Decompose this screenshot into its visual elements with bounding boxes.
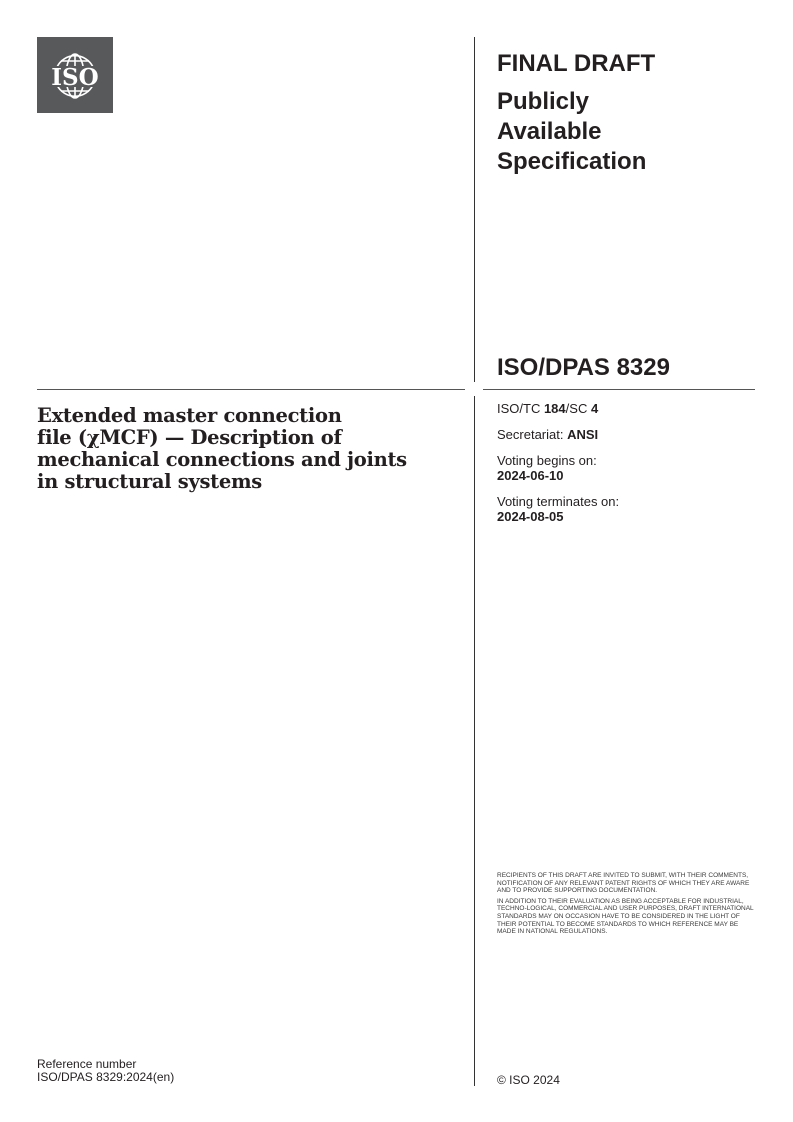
secretariat-label: Secretariat: (497, 427, 568, 442)
committee-sc-prefix: /SC (565, 401, 591, 416)
draft-notice (497, 872, 757, 939)
title-line: in structural systems (37, 470, 262, 493)
vertical-divider-bottom (474, 396, 475, 1086)
committee (497, 401, 619, 416)
committee-sc: 4 (590, 401, 599, 416)
reference-value: ISO/DPAS 8329:2024(en) (37, 1069, 175, 1084)
voting-begins-label: Voting begins on: (497, 453, 597, 468)
document-type-line: Publicly (497, 88, 590, 115)
voting-begins-date: 2024-06-10 (497, 468, 564, 483)
document-type-line: Available (497, 118, 602, 145)
voting-terminates-label: Voting terminates on: (497, 494, 620, 509)
reference-label: Reference number (37, 1057, 137, 1071)
iso-globe-icon (37, 37, 113, 113)
vertical-divider-top (474, 37, 475, 382)
horizontal-rule-right (483, 389, 755, 390)
title-line: file (χMCF) — Description of (37, 426, 342, 449)
committee-prefix: ISO/TC (497, 401, 544, 416)
horizontal-rule-left (37, 389, 465, 390)
iso-logo (37, 37, 113, 113)
title-line: Extended master connection (37, 404, 342, 427)
document-type-line: Specification (497, 148, 647, 175)
secretariat (497, 427, 619, 442)
voting-terminates-date: 2024-08-05 (497, 509, 564, 524)
stage-label: FINAL DRAFT (497, 50, 656, 77)
title-line: mechanical connections and joints (37, 448, 407, 471)
notice-paragraph: IN ADDITION TO THEIR EVALUATION AS BEING ACCEPTABLE FOR INDUSTRIAL, TECHNO-LOGICAL, COMMERCIAL AND USER PURPOSES, DRAFT INTERNATIONAL STANDARDS MAY ON OCCASION HAVE TO BE CONSIDERED IN THE LIGHT OF THEIR POTENTIAL TO BECOME STANDARDS TO WHICH REFERENCE MAY BE MADE IN NATIONAL REGULATIONS. (497, 897, 754, 936)
document-metadata (497, 401, 619, 535)
copyright: © ISO 2024 (497, 1073, 560, 1087)
document-number: ISO/DPAS 8329 (497, 354, 670, 381)
notice-paragraph: RECIPIENTS OF THIS DRAFT ARE INVITED TO SUBMIT, WITH THEIR COMMENTS, NOTIFICATION OF ANY RELEVANT PATENT RIGHTS OF WHICH THEY ARE AWARE AND TO PROVIDE SUPPORTING DOCUMENTATION. (497, 872, 750, 895)
svg-text:ISO: ISO (51, 64, 99, 91)
reference-number (37, 1058, 174, 1083)
document-type (497, 87, 646, 177)
secretariat-value: ANSI (567, 427, 599, 442)
document-title (37, 405, 457, 493)
voting-begins (497, 453, 619, 483)
voting-terminates (497, 494, 619, 524)
committee-tc: 184 (543, 401, 566, 416)
